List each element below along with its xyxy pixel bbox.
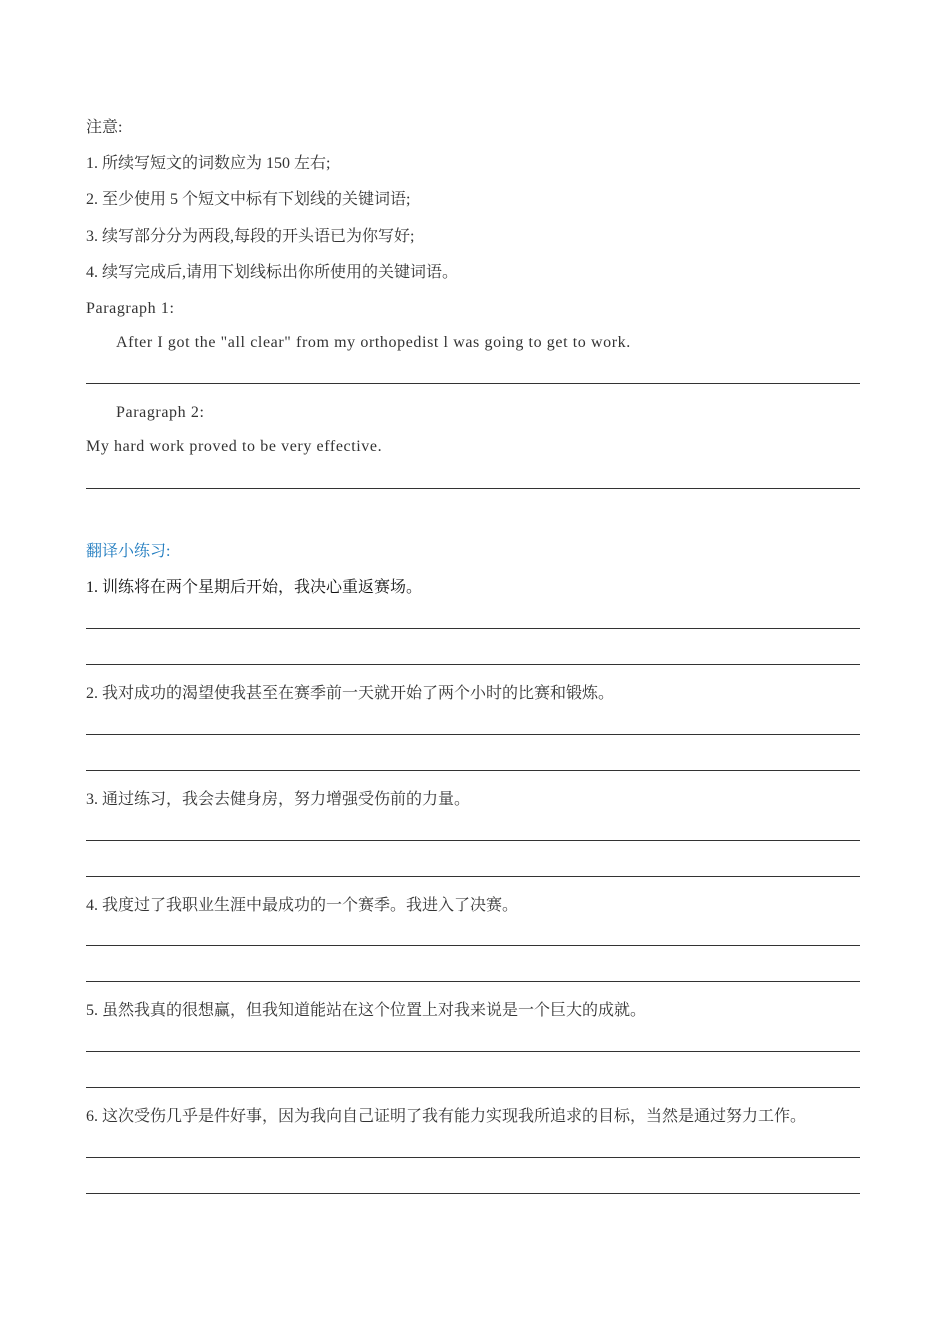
answer-line[interactable] [86,876,860,877]
answer-line[interactable] [86,1157,860,1158]
answer-line[interactable] [86,1087,860,1088]
paragraph-1-label: Paragraph 1: [86,300,175,317]
answer-line[interactable] [86,664,860,665]
answer-line[interactable] [86,1193,860,1194]
notice-item-1: 1. 所续写短文的词数应为 150 左右; [86,155,331,172]
answer-line[interactable] [86,945,860,946]
answer-line[interactable] [86,840,860,841]
translation-item-4: 4. 我度过了我职业生涯中最成功的一个赛季。我进入了决赛。 [86,897,519,914]
translation-item-5: 5. 虽然我真的很想赢，但我知道能站在这个位置上对我来说是一个巨大的成就。 [86,1002,647,1019]
translation-title: 翻译小练习: [86,543,171,560]
answer-line[interactable] [86,1051,860,1052]
writing-line[interactable] [86,488,860,489]
paragraph-2-opening: My hard work proved to be very effective. [86,438,383,455]
answer-line[interactable] [86,981,860,982]
answer-line[interactable] [86,734,860,735]
writing-line[interactable] [86,383,860,384]
answer-line[interactable] [86,628,860,629]
translation-item-1: 1. 训练将在两个星期后开始，我决心重返赛场。 [86,579,423,596]
notice-item-4: 4. 续写完成后,请用下划线标出你所使用的关键词语。 [86,264,459,281]
translation-item-3: 3. 通过练习，我会去健身房，努力增强受伤前的力量。 [86,791,471,808]
translation-item-2: 2. 我对成功的渴望使我甚至在赛季前一天就开始了两个小时的比赛和锻炼。 [86,685,615,702]
paragraph-1-opening: After I got the "all clear" from my orthopedist l was going to get to work. [116,334,631,351]
translation-item-6: 6. 这次受伤几乎是件好事，因为我向自己证明了我有能力实现我所追求的目标，当然是通过努力工作。 [86,1108,807,1125]
notice-item-3: 3. 续写部分分为两段,每段的开头语已为你写好; [86,228,415,245]
notice-title: 注意: [86,119,123,136]
notice-item-2: 2. 至少使用 5 个短文中标有下划线的关键词语; [86,191,411,208]
paragraph-2-label: Paragraph 2: [116,404,205,421]
answer-line[interactable] [86,770,860,771]
